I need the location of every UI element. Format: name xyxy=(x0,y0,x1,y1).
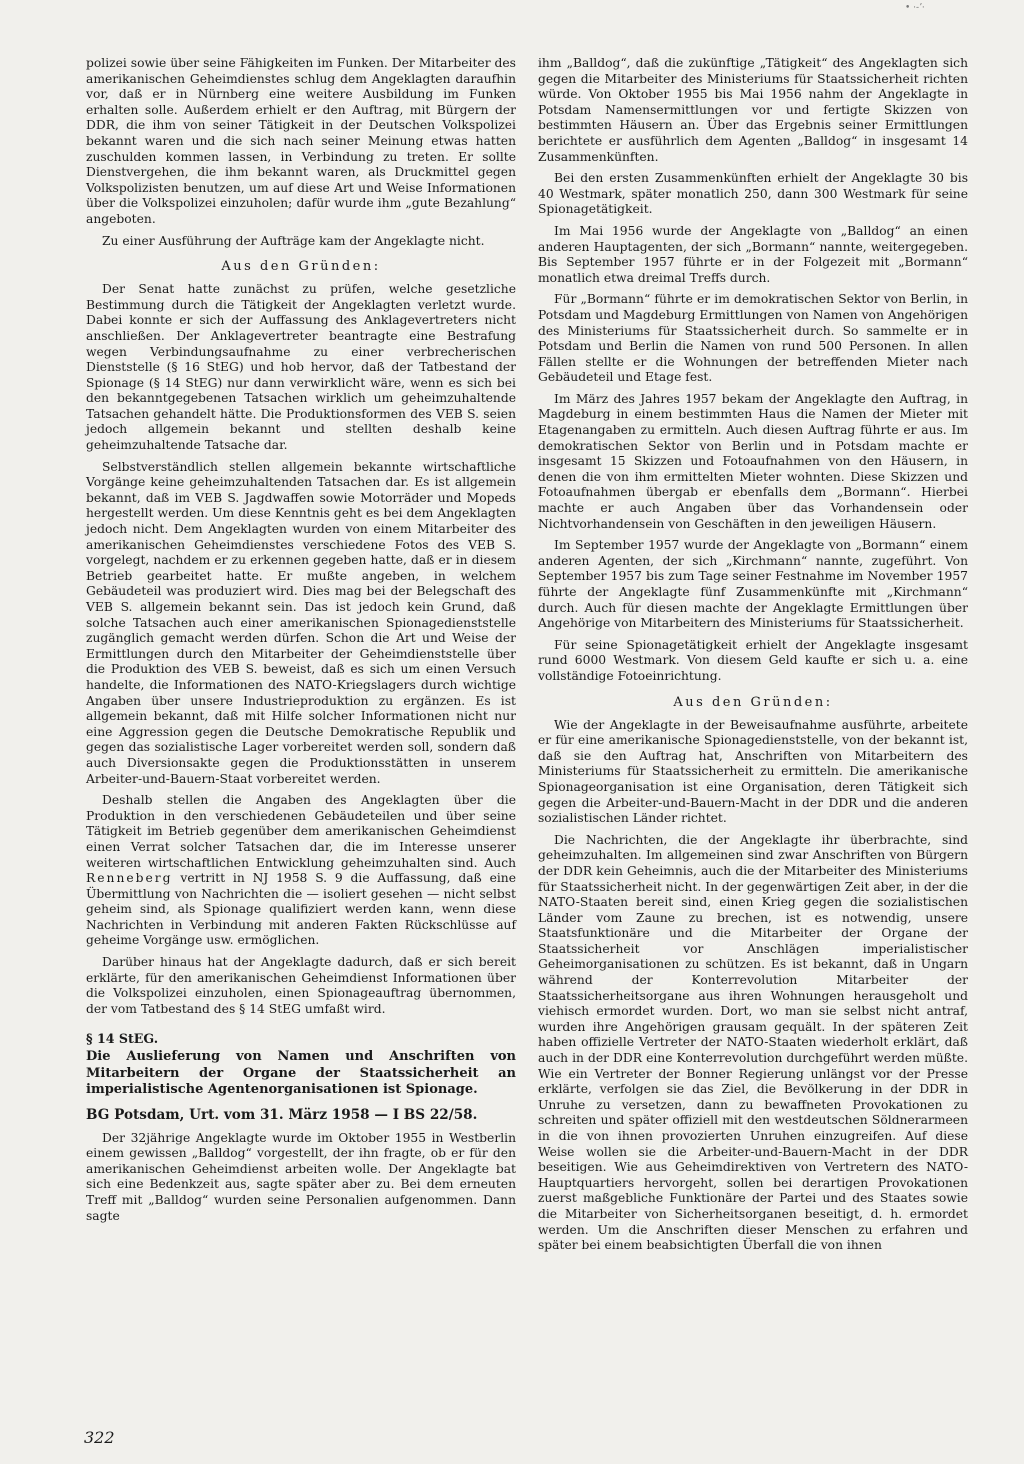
paragraph: Der 32jährige Angeklagte wurde im Oktober 1955 in Westberlin einem gewissen „Balldog“ vorgestellt, der ihn fragte, ob er für den amerikanischen Geheimdienst arbeiten wolle. Der Angeklagte bat sich eine Bedenkzeit aus, sagte später aber zu. Bei dem erneuten Treff mit „Balldog“ wurden seine Personalien aufgenommen. Dann sagte xyxy=(86,1130,516,1223)
paragraph: Zu einer Ausführung der Aufträge kam der Angeklagte nicht. xyxy=(102,233,485,248)
paragraph: Bei den ersten Zusammenkünften erhielt der Angeklagte 30 bis 40 Westmark, später monatlich 250, dann 300 Westmark für seine Spionagetätigkeit. xyxy=(538,171,968,217)
paragraph: polizei sowie über seine Fähigkeiten im Funken. Der Mitarbeiter des amerikanischen Geheimdienstes schlug dem Angeklagten daraufhin vor, daß er in Nürnberg eine weitere Ausbildung im Funken erhalten solle. Außerdem erhielt er den Auftrag, mit Bürgern der DDR, die ihm von seiner Tätigkeit in der Deutschen Volkspolizei bekannt waren und die sich nach seiner Meinung etwas hatten zuschulden kommen lassen, in Verbindung zu treten. Er sollte Dienstvergehen, die ihm bekannt waren, als Druckmittel gegen Volkspolizisten benutzen, um auf diese Art und Weise Informationen über die Volkspolizei einzuholen; dafür wurde ihm „gute Bezahlung“ angeboten. xyxy=(86,56,516,226)
paragraph: Der Senat hatte zunächst zu prüfen, welche gesetzliche Bestimmung durch die Tätigkeit der Angeklagten verletzt wurde. Dabei konnte er sich der Auffassung des Anklagevertreters nicht anschließen. Der Anklagevertreter beantragte eine Bestrafung wegen Verbindungsaufnahme zu einer verbrecherischen Dienststelle (§ 16 StEG) und hob hervor, daß der Tatbestand der Spionage (§ 14 StEG) nur dann verwirklicht wäre, wenn es sich bei den bekanntgegebenen Tatsachen wirklich um geheimzuhaltende Tatsachen gehandelt hätte. Die Produktionsformen des VEB S. seien jedoch allgemein bekannt und stellten deshalb keine geheimzuhaltende Tatsache dar. xyxy=(86,282,516,453)
paragraph: Für „Bormann“ führte er im demokratischen Sektor von Berlin, in Potsdam und Magdeburg Ermittlungen von Namen von Angehörigen des Ministeriums für Staatssicherheit durch. So sammelte er in Potsdam und Berlin die Namen von rund 500 Personen. In allen Fällen stellte er die Wohnungen der betreffenden Mieter nach Gebäudeteil und Etage fest. xyxy=(538,292,968,385)
section-heading: Aus den Gründen: xyxy=(673,694,833,710)
paragraph: Darüber hinaus hat der Angeklagte dadurch, daß er sich bereit erklärte, für den amerikanischen Geheimdienst Informationen über die Volkspolizei einzuholen, einen Spionageauftrag übernommen, der vom Tatbestand des § 14 StEG umfaßt wird. xyxy=(86,955,516,1016)
page-number: 322 xyxy=(84,1428,115,1447)
paragraph: Im September 1957 wurde der Angeklagte von „Bormann“ einem anderen Agenten, der sich „Kirchmann“ nannte, zugeführt. Von September 1957 bis zum Tage seiner Festnahme im November 1957 führte der Angeklagte fünf Zusammenkünfte mit „Kirchmann“ durch. Auch für diesen machte der Angeklagte Ermittlungen über Angehörige von Mitarbeitern des Ministeriums für Staatssicherheit. xyxy=(538,538,968,631)
corner-scan-mark: • ·-ʼ· xyxy=(905,3,925,13)
paragraph-text: vertritt in NJ 1958 S. 9 die Auffassung, daß eine Übermittlung von Nachrichten die — isoliert gesehen — nicht selbst geheim sind, als Spionage qualifiziert werden kann, wenn diese Nachrichten in Verbindung mit anderen Fakten Rückschlüsse auf geheime Vorgänge usw. ermöglichen. xyxy=(86,871,516,948)
paragraph-text: Deshalb stellen die Angaben des Angeklagten über die Produktion in den verschiedenen Gebäudeteilen und über seine Tätigkeit im Betrieb gegenüber dem amerikanischen Geheimdienst einen Verrat solcher Tatsachen dar, die im Interesse unserer weiteren wirtschaftlichen Entwicklung geheimzuhalten sind. Auch xyxy=(86,793,516,870)
paragraph: ihm „Balldog“, daß die zukünftige „Tätigkeit“ des Angeklagten sich gegen die Mitarbeiter des Ministeriums für Staatssicherheit richten würde. Von Oktober 1955 bis Mai 1956 nahm der Angeklagte in Potsdam Namensermittlungen vor und fertigte Skizzen von bestimmten Häusern an. Über das Ergebnis seiner Ermittlungen berichtete er ausführlich dem Agenten „Balldog“ in insgesamt 14 Zusammenkünften. xyxy=(538,56,968,164)
case-headnote: Die Auslieferung von Namen und Anschriften von Mitarbeitern der Organe der Staatssicherheit an imperialistische Agentenorganisationen ist Spionage. xyxy=(86,1049,516,1098)
paragraph: Die Nachrichten, die der Angeklagte ihr überbrachte, sind geheimzuhalten. Im allgemeinen sind zwar Anschriften von Bürgern der DDR kein Geheimnis, auch die der Mitarbeiter des Ministeriums für Staatssicherheit nicht. In der gegenwärtigen Zeit aber, in der die NATO-Staaten bereit sind, einen Krieg gegen die sozialistischen Länder vom Zaune zu brechen, ist es notwendig, unsere Staatsfunktionäre und die Mitarbeiter der Organe der Staatssicherheit vor Anschlägen imperialistischer Geheimorganisationen zu schützen. Es ist bekannt, daß in Ungarn während der Konterrevolution Mitarbeiter der Staatssicherheitsorgane aus ihren Wohnungen herausgeholt und viehisch ermordet wurden. Dort, wo man sie selbst nicht antraf, wurden ihre Angehörigen grausam gequält. In der späteren Zeit haben offizielle Vertreter der NATO-Staaten wiederholt erklärt, daß auch in der DDR eine Konterrevolution durchgeführt werden müßte. Wie ein Vertreter der Bonner Regierung unlängst vor der Presse erklärte, verfolgen sie das Ziel, die Bevölkerung in der DDR in Unruhe zu versetzen, dann zu bewaffneten Provokationen zu schreiten und später offiziell mit den westdeutschen Söldnerarmeen in die von ihnen provozierten Unruhen einzugreifen. Auf diese Weise wollen sie die Arbeiter-und-Bauern-Macht in der DDR beseitigen. Wie aus Geheimdirektiven von Vertretern des NATO-Hauptquartiers hervorgeht, sollen bei derartigen Provokationen zuerst maßgebliche Funktionäre der Partei und des Staates sowie die Mitarbeiter von Sicherheitsorganen beseitigt, d. h. ermordet werden. Um die Anschriften dieser Menschen zu erfahren und später bei einem beabsichtigten Überfall die von ihnen xyxy=(538,832,968,1253)
right-column xyxy=(538,56,968,1260)
paragraph: Selbstverständlich stellen allgemein bekannte wirtschaftliche Vorgänge keine geheimzuhaltenden Tatsachen dar. Es ist allgemein bekannt, daß im VEB S. Jagdwaffen sowie Motorräder und Mopeds hergestellt werden. Um diese Kenntnis geht es bei dem Angeklagten jedoch nicht. Dem Angeklagten wurden von einem Mitarbeiter des amerikanischen Geheimdienstes verschiedene Fotos des VEB S. vorgelegt, nachdem er zu erkennen gegeben hatte, daß er in diesem Betrieb gearbeitet hatte. Er mußte angeben, in welchem Gebäudeteil was produziert wird. Dies mag bei der Belegschaft des VEB S. allgemein bekannt sein. Das ist jedoch kein Grund, daß solche Tatsachen auch einer amerikanischen Spionagedienststelle zugänglich gemacht werden dürfen. Schon die Art und Weise der Ermittlungen durch den Mitarbeiter der Geheimdienststelle über die Produktion des VEB S. beweist, daß es sich um einen Versuch handelte, die Informationen des NATO-Kriegslagers durch wichtige Angaben über unsere Industrieproduktion zu ergänzen. Es ist allgemein bekannt, daß mit Hilfe solcher Informationen nicht nur eine Aggression gegen die Deutsche Demokratische Republik und gegen das sozialistische Lager vorbereitet werden soll, sondern daß auch Diversionsakte gegen die Produktionsstätten in unserem Arbeiter-und-Bauern-Staat vorbereitet werden. xyxy=(86,459,516,786)
paragraph-renneberg xyxy=(86,793,516,949)
paragraph: Wie der Angeklagte in der Beweisaufnahme ausführte, arbeitete er für eine amerikanische Spionagedienststelle, von der bekannt ist, daß sie den Auftrag hat, Anschriften von Mitarbeitern des Ministeriums für Staatssicherheit zu ermitteln. Die amerikanische Spionageorganisation ist eine Organisation, deren Tätigkeit sich gegen die Arbeiter-und-Bauern-Macht in der DDR und die anderen sozialistischen Länder richtet. xyxy=(538,717,968,826)
left-column xyxy=(86,56,516,1230)
section-heading: Aus den Gründen: xyxy=(221,259,381,275)
author-name: Renneberg xyxy=(86,871,173,886)
case-citation: BG Potsdam, Urt. vom 31. März 1958 — I BS 22/58. xyxy=(86,1106,478,1123)
case-paragraph-reference: § 14 StEG. xyxy=(86,1031,159,1047)
paragraph: Für seine Spionagetätigkeit erhielt der Angeklagte insgesamt rund 6000 Westmark. Von diesem Geld kaufte er sich u. a. eine vollständige Fotoeinrichtung. xyxy=(538,637,968,683)
paragraph: Im März des Jahres 1957 bekam der Angeklagte den Auftrag, in Magdeburg in einem bestimmten Haus die Namen der Mieter mit Etagenangaben zu ermitteln. Auch diesen Auftrag führte er aus. Im demokratischen Sektor von Berlin und in Potsdam machte er insgesamt 15 Skizzen und Fotoaufnahmen von den Häusern, in denen die von ihm ermittelten Mieter wohnten. Diese Skizzen und Fotoaufnahmen übergab er ebenfalls dem „Bormann“. Hierbei machte er auch Angaben über das Vorhandensein oder Nichtvorhandensein von Geschäften in den jeweiligen Häusern. xyxy=(538,391,968,531)
paragraph: Im Mai 1956 wurde der Angeklagte von „Balldog“ an einen anderen Hauptagenten, der sich „Bormann“ nannte, weitergegeben. Bis September 1957 führte er in der Folgezeit mit „Bormann“ monatlich etwa dreimal Treffs durch. xyxy=(538,223,968,285)
